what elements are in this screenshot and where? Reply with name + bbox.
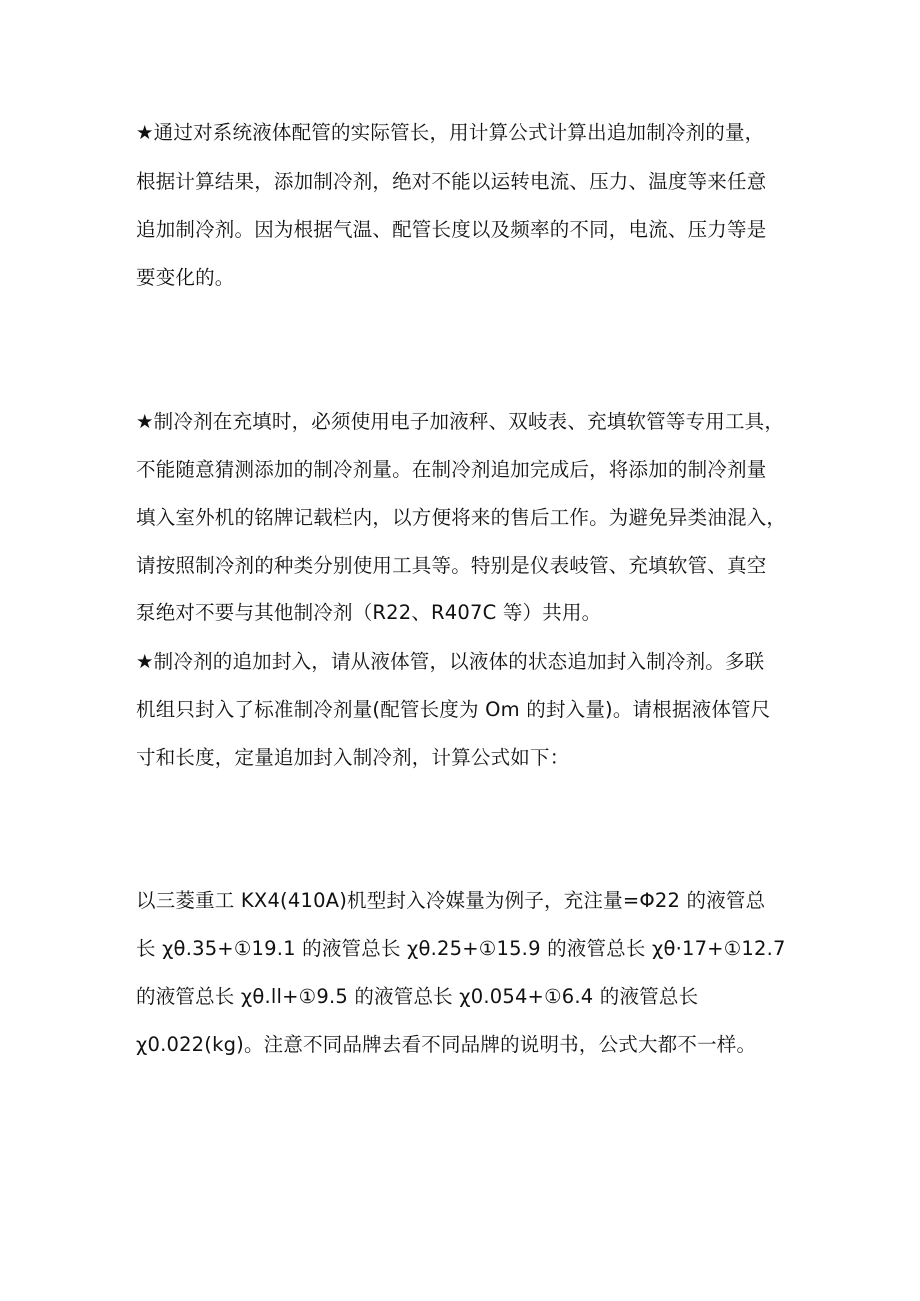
paragraph-1-line-1: ★通过对系统液体配管的实际管长，用计算公式计算出追加制冷剂的量，	[136, 121, 765, 144]
paragraph-2-line-1: ★制冷剂在充填时，必须使用电子加液秤、双岐表、充填软管等专用工具，	[136, 410, 785, 433]
paragraph-4-line-1: 以三菱重工 KX4(410A)机型封入冷媒量为例子，充注量=Φ22 的液管总	[136, 889, 766, 912]
paragraph-2-line-2: 不能随意猜测添加的制冷剂量。在制冷剂追加完成后，将添加的制冷剂量	[136, 458, 767, 481]
paragraph-1-line-3: 追加制冷剂。因为根据气温、配管长度以及频率的不同，电流、压力等是	[136, 218, 767, 241]
paragraph-2-line-5: 泵绝对不要与其他制冷剂（R22、R407C 等）共用。	[136, 601, 602, 624]
paragraph-4-line-4: χ0.022(kg)。注意不同品牌去看不同品牌的说明书，公式大都不一样。	[136, 1033, 757, 1056]
paragraph-3-line-3: 寸和长度，定量追加封入制冷剂，计算公式如下：	[136, 746, 570, 769]
paragraph-4-line-2: 长 χθ.35+①19.1 的液管总长 χθ.25+①15.9 的液管总长 χθ·17+①12.7	[136, 937, 786, 960]
paragraph-2-line-3: 填入室外机的铭牌记载栏内，以方便将来的售后工作。为避免异类油混入，	[136, 506, 787, 529]
paragraph-1-line-4: 要变化的。	[136, 266, 235, 289]
paragraph-3-line-2: 机组只封入了标准制冷剂量(配管长度为 Om 的封入量)。请根据液体管尺	[136, 698, 771, 721]
paragraph-4-line-3: 的液管总长 χθ.ll+①9.5 的液管总长 χ0.054+①6.4 的液管总长	[136, 985, 699, 1008]
paragraph-2-line-4: 请按照制冷剂的种类分别使用工具等。特别是仪表岐管、充填软管、真空	[136, 554, 767, 577]
paragraph-1-line-2: 根据计算结果，添加制冷剂，绝对不能以运转电流、压力、温度等来任意	[136, 170, 767, 193]
paragraph-3-line-1: ★制冷剂的追加封入，请从液体管，以液体的状态追加封入制冷剂。多联	[136, 650, 765, 673]
